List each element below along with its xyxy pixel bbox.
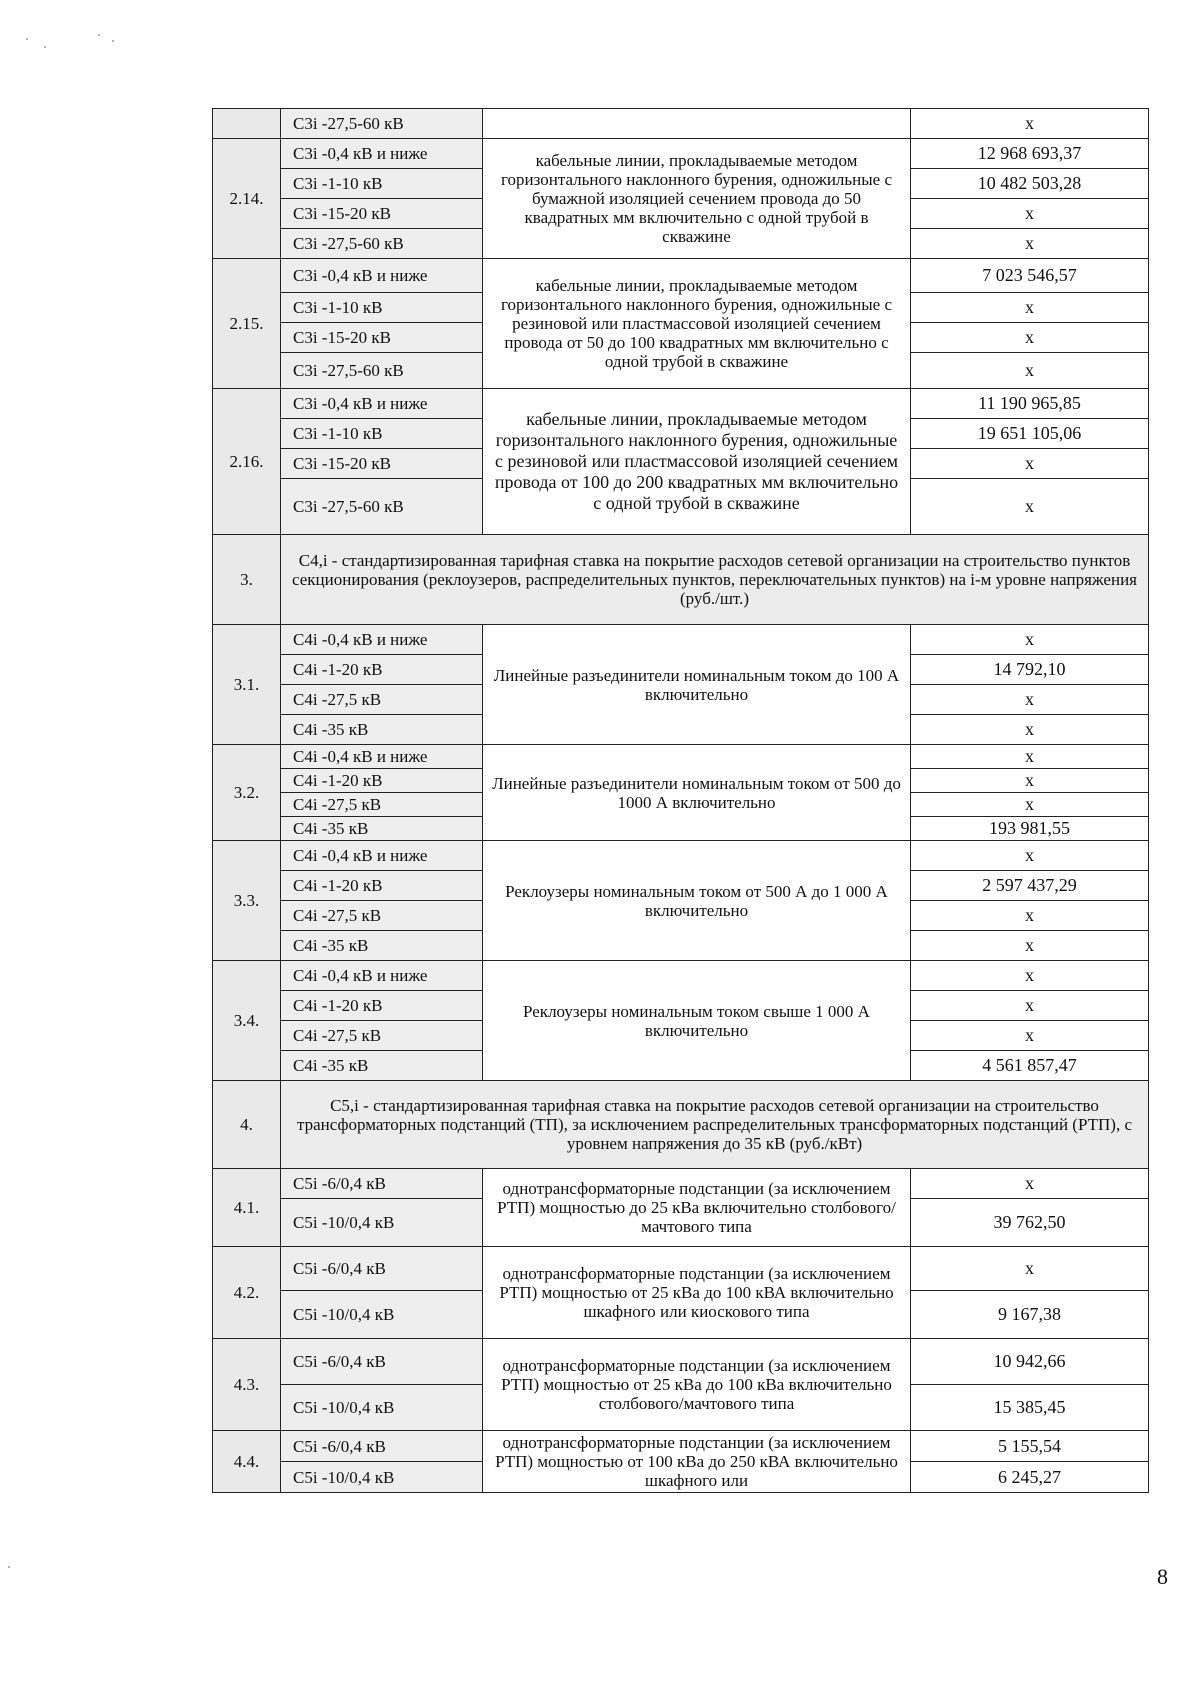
voltage-level: C4i -0,4 кВ и ниже [281,625,483,655]
rate-value: x [911,685,1149,715]
voltage-level: C3i -15-20 кВ [281,323,483,353]
voltage-level: C3i -1-10 кВ [281,419,483,449]
section-title: C4,i - стандартизированная тарифная ставка на покрытие расходов сетевой организации на строительство пунктов секционирования (реклоузеров, распределительных пунктов, переключательных пунктов) на i-м уровне напряжения (руб./шт.) [281,535,1149,625]
voltage-level: C4i -1-20 кВ [281,871,483,901]
voltage-level: C5i -10/0,4 кВ [281,1291,483,1339]
section-title: C5,i - стандартизированная тарифная ставка на покрытие расходов сетевой организации на строительство трансформаторных подстанций (ТП), за исключением распределительных трансформаторных подстанций (РТП), с уровнем напряжения до 35 кВ (руб./кВт) [281,1081,1149,1169]
voltage-level: C4i -0,4 кВ и ниже [281,841,483,871]
voltage-level: C4i -27,5 кВ [281,793,483,817]
item-number: 4.1. [213,1169,281,1247]
item-description: Линейные разъединители номинальным током от 500 до 1000 А включительно [483,745,911,841]
voltage-level: C4i -1-20 кВ [281,655,483,685]
rate-value: 19 651 105,06 [911,419,1149,449]
rate-value: 9 167,38 [911,1291,1149,1339]
item-number [213,109,281,139]
item-number: 2.14. [213,139,281,259]
item-number: 3.3. [213,841,281,961]
rate-value: x [911,1247,1149,1291]
voltage-level: C4i -27,5 кВ [281,685,483,715]
voltage-level: C5i -10/0,4 кВ [281,1385,483,1431]
table-row [213,389,1149,419]
rate-value: 193 981,55 [911,817,1149,841]
rate-value: 10 482 503,28 [911,169,1149,199]
rate-value: x [911,1169,1149,1199]
section-row [213,1081,1149,1169]
rate-value: 15 385,45 [911,1385,1149,1431]
voltage-level: C5i -6/0,4 кВ [281,1169,483,1199]
item-number: 3.2. [213,745,281,841]
rate-value: x [911,293,1149,323]
rate-value: 39 762,50 [911,1199,1149,1247]
voltage-level: C4i -1-20 кВ [281,769,483,793]
table-row [213,1339,1149,1385]
rate-value: 7 023 546,57 [911,259,1149,293]
item-description: кабельные линии, прокладываемые методом горизонтального наклонного бурения, одножильные с бумажной изоляцией сечением провода до 50 квадратных мм включительно с одной трубой в скважине [483,139,911,259]
item-number: 4.4. [213,1431,281,1493]
tariff-table [212,108,1149,1493]
item-number: 2.15. [213,259,281,389]
item-number: 3.1. [213,625,281,745]
rate-value: 4 561 857,47 [911,1051,1149,1081]
rate-value: x [911,745,1149,769]
rate-value: 11 190 965,85 [911,389,1149,419]
item-description: кабельные линии, прокладываемые методом горизонтального наклонного бурения, одножильные с резиновой или пластмассовой изоляцией сечением провода от 50 до 100 квадратных мм включительно с одной трубой в скважине [483,259,911,389]
item-number: 4.2. [213,1247,281,1339]
table-row [213,1169,1149,1199]
table-row [213,1247,1149,1291]
rate-value: x [911,841,1149,871]
rate-value: x [911,109,1149,139]
voltage-level: C3i -15-20 кВ [281,199,483,229]
voltage-level: C5i -10/0,4 кВ [281,1199,483,1247]
voltage-level: C3i -27,5-60 кВ [281,353,483,389]
item-description: однотрансформаторные подстанции (за исключением РТП) мощностью от 25 кВа до 100 кВа включительно столбового/мачтового типа [483,1339,911,1431]
item-number: 4.3. [213,1339,281,1431]
rate-value: x [911,323,1149,353]
voltage-level: C3i -1-10 кВ [281,293,483,323]
voltage-level: C4i -35 кВ [281,931,483,961]
voltage-level: C5i -6/0,4 кВ [281,1431,483,1462]
item-description: кабельные линии, прокладываемые методом горизонтального наклонного бурения, одножильные с резиновой или пластмассовой изоляцией сечением провода от 100 до 200 квадратных мм включительно с одной трубой в скважине [483,389,911,535]
voltage-level: C4i -0,4 кВ и ниже [281,961,483,991]
table-row [213,139,1149,169]
voltage-level: C3i -27,5-60 кВ [281,229,483,259]
voltage-level: C3i -15-20 кВ [281,449,483,479]
voltage-level: C5i -6/0,4 кВ [281,1247,483,1291]
rate-value: x [911,229,1149,259]
scan-speck [44,46,46,48]
voltage-level: C4i -1-20 кВ [281,991,483,1021]
voltage-level: C4i -27,5 кВ [281,901,483,931]
rate-value: x [911,769,1149,793]
rate-value: x [911,199,1149,229]
item-number: 2.16. [213,389,281,535]
item-description: Линейные разъединители номинальным током до 100 А включительно [483,625,911,745]
rate-value: x [911,353,1149,389]
item-description: однотрансформаторные подстанции (за исключением РТП) мощностью от 100 кВа до 250 кВА включительно шкафного или [483,1431,911,1493]
table-row [213,841,1149,871]
section-number: 3. [213,535,281,625]
page-number: 8 [1157,1564,1168,1589]
rate-value: x [911,793,1149,817]
scan-speck [98,34,100,36]
rate-value: x [911,931,1149,961]
rate-value: 14 792,10 [911,655,1149,685]
voltage-level: C3i -1-10 кВ [281,169,483,199]
voltage-level: C3i -0,4 кВ и ниже [281,389,483,419]
table-row [213,961,1149,991]
item-description: Реклоузеры номинальным током свыше 1 000 А включительно [483,961,911,1081]
table-row [213,259,1149,293]
voltage-level: C4i -35 кВ [281,817,483,841]
table-row [213,625,1149,655]
section-row [213,535,1149,625]
voltage-level: C4i -35 кВ [281,715,483,745]
rate-value: x [911,449,1149,479]
voltage-level: C5i -10/0,4 кВ [281,1462,483,1493]
section-number: 4. [213,1081,281,1169]
table-row [213,745,1149,769]
item-number: 3.4. [213,961,281,1081]
rate-value: x [911,479,1149,535]
voltage-level: C4i -27,5 кВ [281,1021,483,1051]
voltage-level: C5i -6/0,4 кВ [281,1339,483,1385]
rate-value: x [911,625,1149,655]
scan-speck [8,1566,10,1568]
table-row [213,1431,1149,1462]
item-description: Реклоузеры номинальным током от 500 А до 1 000 А включительно [483,841,911,961]
rate-value: x [911,1021,1149,1051]
scan-speck [112,40,114,42]
scan-speck [26,38,28,40]
voltage-level: C4i -35 кВ [281,1051,483,1081]
rate-value: 5 155,54 [911,1431,1149,1462]
voltage-level: C3i -0,4 кВ и ниже [281,139,483,169]
rate-value: 12 968 693,37 [911,139,1149,169]
rate-value: 6 245,27 [911,1462,1149,1493]
rate-value: x [911,715,1149,745]
rate-value: 10 942,66 [911,1339,1149,1385]
rate-value: 2 597 437,29 [911,871,1149,901]
voltage-level: C3i -27,5-60 кВ [281,479,483,535]
voltage-level: C4i -0,4 кВ и ниже [281,745,483,769]
rate-value: x [911,961,1149,991]
rate-value: x [911,991,1149,1021]
voltage-level: C3i -27,5-60 кВ [281,109,483,139]
item-description: однотрансформаторные подстанции (за исключением РТП) мощностью до 25 кВа включительно столбового/мачтового типа [483,1169,911,1247]
rate-value: x [911,901,1149,931]
item-description: однотрансформаторные подстанции (за исключением РТП) мощностью от 25 кВа до 100 кВА включительно шкафного или киоскового типа [483,1247,911,1339]
item-description [483,109,911,139]
table-row [213,109,1149,139]
voltage-level: C3i -0,4 кВ и ниже [281,259,483,293]
